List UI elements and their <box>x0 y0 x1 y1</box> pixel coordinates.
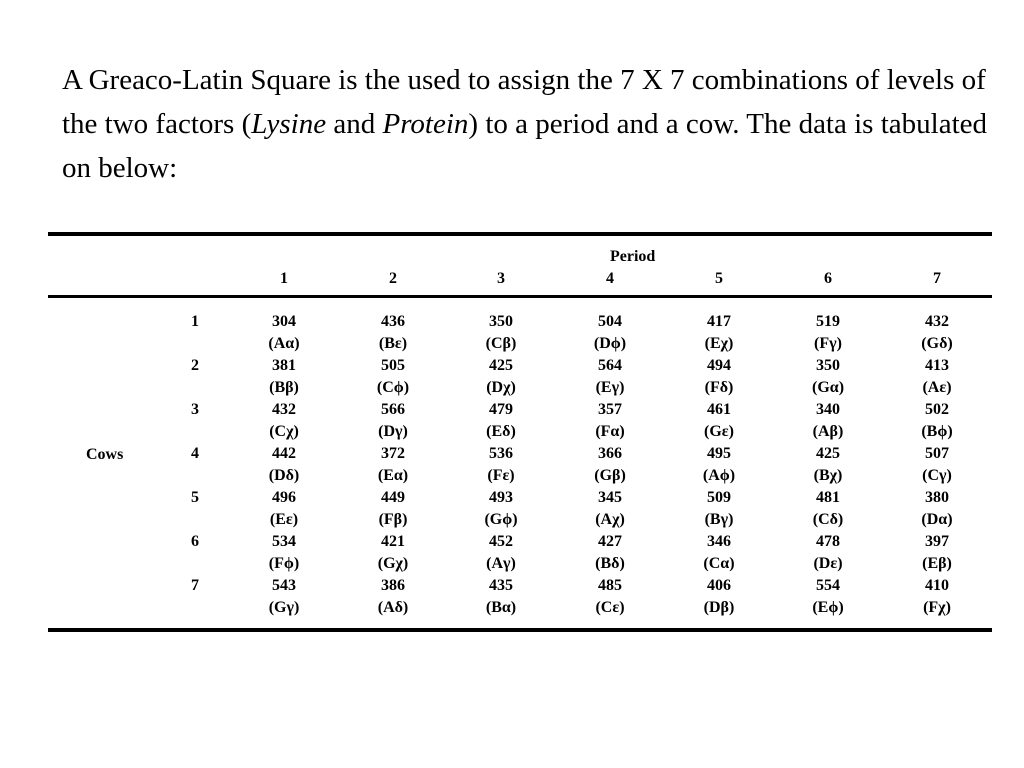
treatment-code: (Eγ) <box>595 379 625 396</box>
response-value: 509 <box>707 489 731 506</box>
table-row <box>48 474 992 528</box>
response-value: 485 <box>598 577 622 594</box>
response-value: 350 <box>816 357 840 374</box>
data-table <box>48 232 992 632</box>
cow-number: 5 <box>191 489 199 506</box>
response-value: 554 <box>816 577 840 594</box>
response-value: 534 <box>272 533 296 550</box>
response-value: 566 <box>381 401 405 418</box>
treatment-code: (Dχ) <box>486 379 516 396</box>
factor-protein: Protein <box>382 108 469 140</box>
response-value: 372 <box>381 445 405 462</box>
period-col-header: 1 <box>280 270 288 287</box>
response-value: 346 <box>707 533 731 550</box>
treatment-code: (Cγ) <box>922 467 952 484</box>
response-value: 340 <box>816 401 840 418</box>
treatment-code: (Aϕ) <box>702 467 736 484</box>
response-value: 410 <box>925 577 949 594</box>
response-value: 504 <box>598 313 622 330</box>
response-value: 536 <box>489 445 513 462</box>
response-value: 427 <box>598 533 622 550</box>
treatment-code: (Eϕ) <box>812 599 844 616</box>
treatment-code: (Dα) <box>921 511 953 528</box>
response-value: 345 <box>598 489 622 506</box>
treatment-code: (Bε) <box>378 335 408 352</box>
response-value: 442 <box>272 445 296 462</box>
response-value: 413 <box>925 357 949 374</box>
treatment-code: (Fχ) <box>923 599 951 616</box>
response-value: 495 <box>707 445 731 462</box>
treatment-code: (Cα) <box>703 555 735 572</box>
response-value: 350 <box>489 313 513 330</box>
response-value: 380 <box>925 489 949 506</box>
response-value: 449 <box>381 489 405 506</box>
treatment-code: (Aε) <box>922 379 952 396</box>
cow-number: 3 <box>191 401 199 418</box>
treatment-code: (Fγ) <box>814 335 842 352</box>
response-value: 461 <box>707 401 731 418</box>
treatment-code: (Bχ) <box>813 467 843 484</box>
response-value: 304 <box>272 313 296 330</box>
response-value: 357 <box>598 401 622 418</box>
table-header <box>48 236 992 295</box>
response-value: 494 <box>707 357 731 374</box>
response-value: 479 <box>489 401 513 418</box>
response-value: 519 <box>816 313 840 330</box>
response-value: 386 <box>381 577 405 594</box>
intro-paragraph <box>62 58 1002 190</box>
treatment-code: (Dϕ) <box>593 335 627 352</box>
treatment-code: (Cε) <box>595 599 625 616</box>
table-row <box>48 430 992 484</box>
response-value: 507 <box>925 445 949 462</box>
table-row <box>48 342 992 396</box>
response-value: 366 <box>598 445 622 462</box>
treatment-code: (Cβ) <box>485 335 517 352</box>
treatment-code: (Fε) <box>487 467 515 484</box>
table-row <box>48 562 992 616</box>
response-value: 417 <box>707 313 731 330</box>
response-value: 406 <box>707 577 731 594</box>
response-value: 493 <box>489 489 513 506</box>
treatment-code: (Cϕ) <box>376 379 410 396</box>
response-value: 502 <box>925 401 949 418</box>
period-col-header: 6 <box>824 270 832 287</box>
cow-number: 2 <box>191 357 199 374</box>
treatment-code: (Dε) <box>813 555 843 572</box>
period-header: Period <box>610 248 656 265</box>
treatment-code: (Aβ) <box>812 423 844 440</box>
treatment-code: (Dγ) <box>378 423 408 440</box>
intro-and: and <box>326 108 383 140</box>
response-value: 425 <box>489 357 513 374</box>
treatment-code: (Bγ) <box>704 511 734 528</box>
period-col-header: 5 <box>715 270 723 287</box>
treatment-code: (Bδ) <box>595 555 625 572</box>
treatment-code: (Gχ) <box>377 555 409 572</box>
table-row <box>48 298 992 352</box>
table-body <box>48 298 992 628</box>
treatment-code: (Dδ) <box>268 467 300 484</box>
table-row <box>48 518 992 572</box>
table-row <box>48 386 992 440</box>
factor-lysine: Lysine <box>251 108 327 140</box>
response-value: 397 <box>925 533 949 550</box>
response-value: 381 <box>272 357 296 374</box>
treatment-code: (Aγ) <box>486 555 516 572</box>
treatment-code: (Fβ) <box>378 511 408 528</box>
treatment-code: (Aα) <box>268 335 300 352</box>
response-value: 481 <box>816 489 840 506</box>
period-col-header: 2 <box>389 270 397 287</box>
response-value: 564 <box>598 357 622 374</box>
response-value: 496 <box>272 489 296 506</box>
treatment-code: (Dβ) <box>703 599 735 616</box>
intro-text-2: ) to a period and a cow. The data is tabulated on below: <box>62 108 987 184</box>
treatment-code: (Fα) <box>595 423 625 440</box>
treatment-code: (Eδ) <box>486 423 516 440</box>
intro-text-1: A Greaco-Latin Square is the used to assign the 7 X 7 combinations of levels of the two factors ( <box>62 64 986 140</box>
treatment-code: (Eβ) <box>922 555 952 572</box>
treatment-code: (Fϕ) <box>268 555 300 572</box>
treatment-code: (Fδ) <box>704 379 734 396</box>
cow-number: 6 <box>191 533 199 550</box>
treatment-code: (Cδ) <box>812 511 844 528</box>
table-bottom-rule <box>48 628 992 632</box>
response-value: 452 <box>489 533 513 550</box>
treatment-code: (Gδ) <box>921 335 953 352</box>
treatment-code: (Eε) <box>269 511 299 528</box>
response-value: 478 <box>816 533 840 550</box>
response-value: 505 <box>381 357 405 374</box>
response-value: 432 <box>925 313 949 330</box>
period-col-header: 3 <box>497 270 505 287</box>
cow-number: 1 <box>191 313 199 330</box>
treatment-code: (Gε) <box>704 423 734 440</box>
response-value: 543 <box>272 577 296 594</box>
period-col-header: 4 <box>606 270 614 287</box>
treatment-code: (Bβ) <box>269 379 299 396</box>
treatment-code: (Aχ) <box>595 511 625 528</box>
cow-number: 4 <box>191 445 199 462</box>
treatment-code: (Bα) <box>485 599 517 616</box>
treatment-code: (Gγ) <box>268 599 300 616</box>
treatment-code: (Aδ) <box>377 599 409 616</box>
treatment-code: (Gα) <box>811 379 845 396</box>
treatment-code: (Cχ) <box>269 423 299 440</box>
treatment-code: (Gϕ) <box>484 511 518 528</box>
treatment-code: (Bϕ) <box>921 423 953 440</box>
cow-number: 7 <box>191 577 199 594</box>
treatment-code: (Eα) <box>377 467 409 484</box>
response-value: 436 <box>381 313 405 330</box>
response-value: 425 <box>816 445 840 462</box>
response-value: 421 <box>381 533 405 550</box>
treatment-code: (Gβ) <box>594 467 626 484</box>
response-value: 432 <box>272 401 296 418</box>
cows-label: Cows <box>86 446 124 463</box>
treatment-code: (Eχ) <box>704 335 734 352</box>
period-col-header: 7 <box>933 270 941 287</box>
response-value: 435 <box>489 577 513 594</box>
